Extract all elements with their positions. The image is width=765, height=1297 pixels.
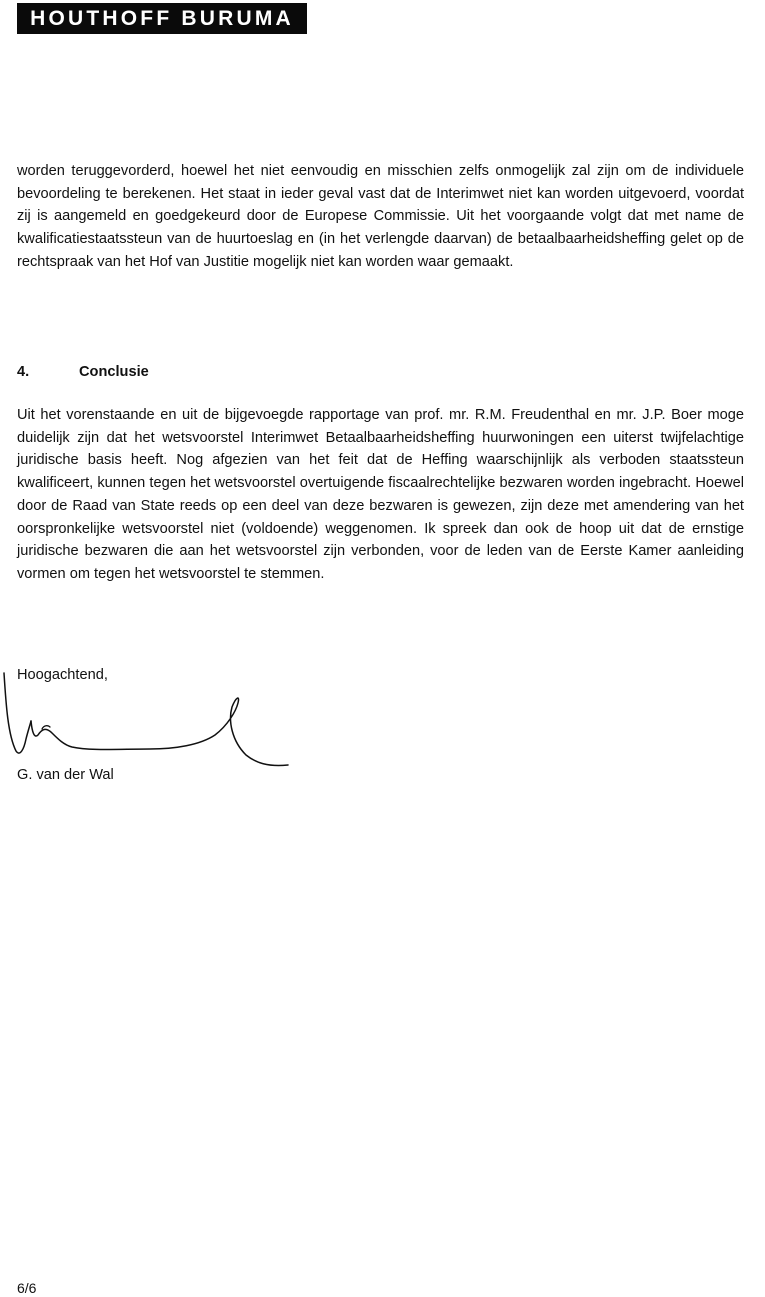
body-paragraph-continuation: worden teruggevorderd, hoewel het niet eenvoudig en misschien zelfs onmogelijk zal zijn om de individuele bevoordeling te berekenen. Het staat in ieder geval vast dat de Interimwet niet kan worden uitgevoerd, voordat zij is aangemeld en goedgekeurd door de Europese Commissie. Uit het voorgaande volgt dat met name de kwalificatiestaatssteun van de huurtoeslag en (in het verlengde daarvan) de betaalbaarheidsheffing gelet op de rechtspraak van het Hof van Justitie mogelijk niet kan worden waar gemaakt. [17, 163, 744, 270]
company-logo: HOUTHOFF BURUMA [17, 3, 307, 34]
signer-name: G. van der Wal [17, 767, 114, 783]
handwritten-signature [0, 665, 300, 775]
section-title: Conclusie [79, 364, 149, 380]
section-number: 4. [17, 364, 30, 380]
section-heading [17, 361, 149, 383]
body-paragraph-conclusion: Uit het vorenstaande en uit de bijgevoegde rapportage van prof. mr. R.M. Freudenthal en mr. J.P. Boer moge duidelijk zijn dat het wetsvoorstel Interimwet Betaalbaarheidsheffing huurwoningen een uiterst twijfelachtige juridische basis heeft. Nog afgezien van het feit dat de Heffing waarschijnlijk als verboden staatssteun kwalificeert, kunnen tegen het wetsvoorstel overtuigende fiscaalrechtelijke bezwaren worden ingebracht. Hoewel door de Raad van State reeds op een deel van deze bezwaren is gewezen, zijn deze met amendering van het oorspronkelijke wetsvoorstel niet (voldoende) weggenomen. Ik spreek dan ook de hoop uit dat de ernstige juridische bezwaren die aan het wetsvoorstel zijn verbonden, voor de leden van de Eerste Kamer aanleiding vormen om tegen het wetsvoorstel te stemmen. [17, 407, 744, 582]
closing-salutation: Hoogachtend, [17, 667, 108, 683]
page-number: 6/6 [17, 1280, 37, 1296]
